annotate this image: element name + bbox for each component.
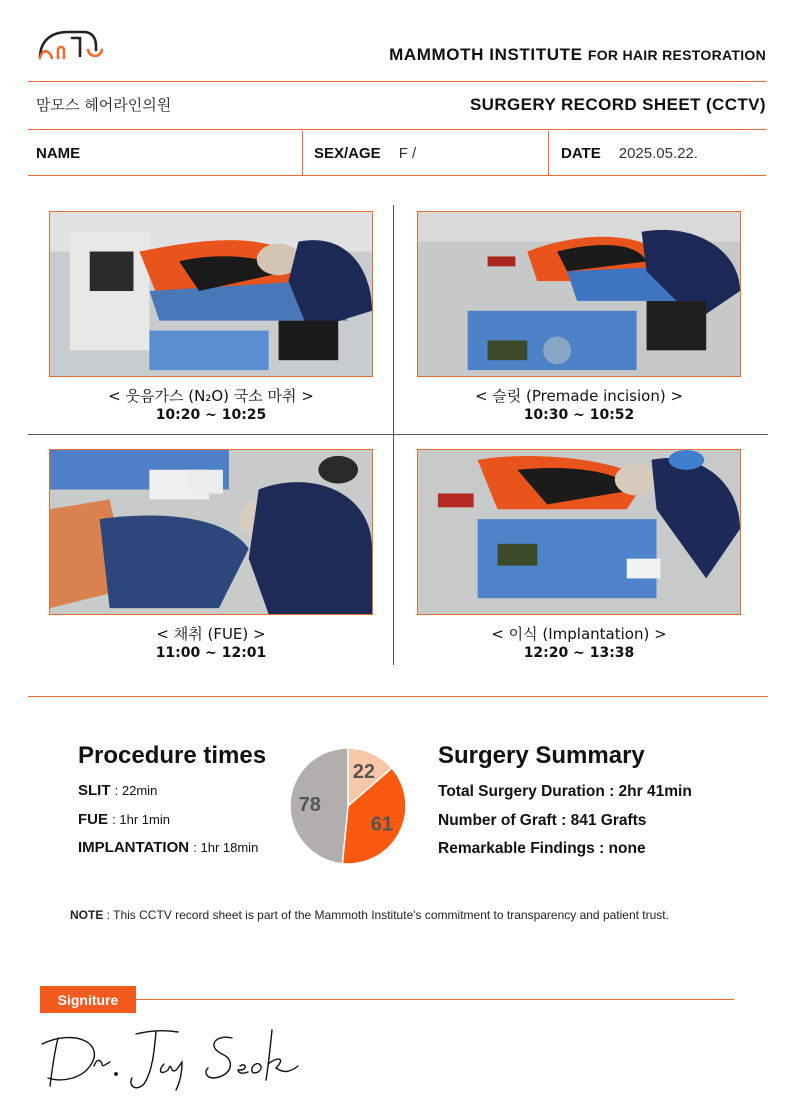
sheet-title: SURGERY RECORD SHEET (CCTV)	[469, 95, 766, 114]
step-label: < 슬릿 (Premade incision) >	[474, 387, 684, 405]
sex-age-label: SEX/AGE	[314, 144, 381, 162]
note	[70, 908, 669, 922]
note-text: : This CCTV record sheet is part of the Mammoth Institute's commitment to transparency and patient trust.	[103, 908, 669, 922]
clinic-korean-name: 맘모스 헤어라인의원	[36, 96, 172, 114]
step-label: < 채취 (FUE) >	[156, 625, 266, 643]
patient-info-row	[28, 131, 766, 175]
divider	[28, 175, 766, 176]
divider	[28, 81, 766, 82]
procedure-label: SLIT	[78, 782, 111, 799]
step-time: 12:20 ~ 13:38	[523, 645, 635, 661]
sex-age-value: F /	[398, 144, 417, 162]
divider	[302, 131, 303, 175]
procedure-pie-chart	[288, 746, 408, 866]
grid-divider	[28, 434, 768, 435]
pie-label: 22	[352, 761, 376, 784]
step-time: 10:30 ~ 10:52	[523, 407, 635, 423]
procedure-item	[78, 782, 157, 799]
photo-caption	[49, 625, 373, 663]
summary-item: Remarkable Findings : none	[438, 840, 646, 857]
procedure-item	[78, 811, 170, 828]
procedure-value: : 22min	[114, 783, 158, 798]
date-cell	[561, 131, 761, 175]
cctv-photo-implantation	[417, 449, 741, 615]
brand-main: MAMMOTH INSTITUTE	[389, 45, 583, 64]
photo-caption	[417, 387, 741, 425]
divider	[28, 129, 766, 130]
grid-divider	[393, 205, 394, 665]
cctv-photo-anesthesia	[49, 211, 373, 377]
divider	[28, 696, 768, 697]
procedure-value: : 1hr 1min	[112, 812, 170, 827]
brand-name	[389, 45, 766, 65]
date-label: DATE	[561, 144, 601, 162]
mammoth-logo-icon	[36, 28, 106, 64]
procedure-value: : 1hr 18min	[193, 840, 259, 855]
handwritten-signature-icon	[36, 1024, 306, 1094]
step-time: 11:00 ~ 12:01	[155, 645, 267, 661]
procedure-item	[78, 839, 258, 856]
pie-label: 78	[298, 794, 321, 817]
pie-label: 61	[370, 813, 394, 836]
brand-sub: FOR HAIR RESTORATION	[587, 47, 766, 63]
procedure-label: FUE	[78, 811, 108, 828]
sex-age-cell	[314, 131, 546, 175]
note-label: NOTE	[70, 908, 104, 922]
photo-caption	[417, 625, 741, 663]
step-label: < 이식 (Implantation) >	[491, 625, 667, 643]
photo-caption	[49, 387, 373, 425]
signature-label: Signiture	[40, 986, 136, 1013]
date-value: 2025.05.22.	[618, 144, 698, 162]
signature-line	[136, 999, 734, 1000]
summary-title: Surgery Summary	[438, 742, 645, 769]
step-label: < 웃음가스 (N₂O) 국소 마취 >	[108, 387, 314, 405]
divider	[548, 131, 549, 175]
step-time: 10:20 ~ 10:25	[155, 407, 267, 423]
cctv-photo-slit	[417, 211, 741, 377]
procedure-label: IMPLANTATION	[78, 839, 190, 856]
summary-item: Number of Graft : 841 Grafts	[438, 812, 647, 829]
summary-item: Total Surgery Duration : 2hr 41min	[438, 783, 692, 800]
name-cell	[36, 131, 302, 175]
procedure-title: Procedure times	[78, 742, 267, 769]
cctv-photo-fue	[49, 449, 373, 615]
name-label: NAME	[36, 144, 81, 162]
